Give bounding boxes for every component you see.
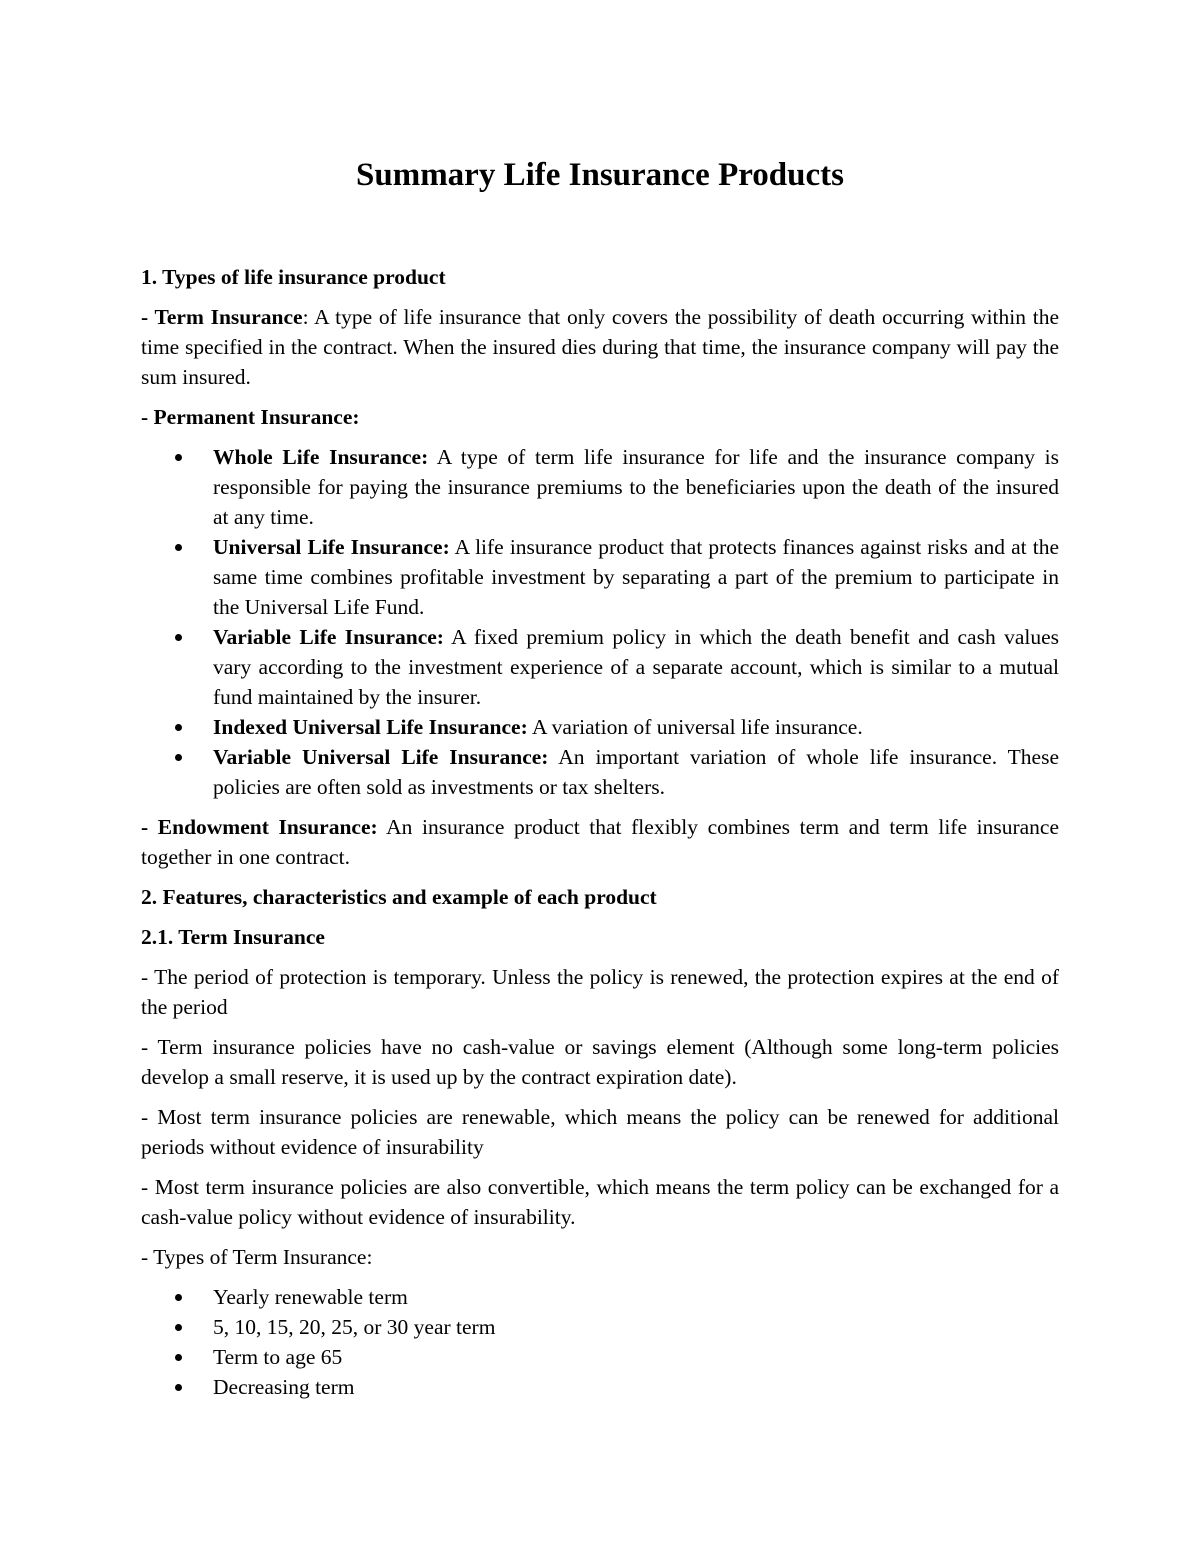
list-item — [141, 532, 1059, 622]
bullet-icon — [175, 544, 182, 551]
bullet-icon — [175, 1384, 182, 1391]
term-feature-paragraph: - Most term insurance policies are also convertible, which means the term policy can be exchanged for a cash-value policy without evidence of insurability. — [141, 1175, 1059, 1229]
term-feature-paragraph: - Term insurance policies have no cash-value or savings element (Although some long-term policies develop a small reserve, it is used up by the contract expiration date). — [141, 1035, 1059, 1089]
list-item — [141, 1372, 1059, 1402]
term-feature-paragraph: - Most term insurance policies are renewable, which means the policy can be renewed for additional periods without evidence of insurability — [141, 1105, 1059, 1159]
list-item-text: An important variation of whole life insurance. These policies are often sold as investments or tax shelters. — [213, 745, 1059, 799]
endowment-insurance-paragraph — [141, 812, 1059, 872]
permanent-insurance-list — [141, 442, 1059, 802]
term-types-heading: - Types of Term Insurance: — [141, 1245, 373, 1269]
permanent-insurance-heading — [141, 402, 1059, 432]
term-insurance-label: - Term Insurance — [141, 305, 303, 329]
list-item — [141, 1282, 1059, 1312]
endowment-insurance-label: - Endowment Insurance: — [141, 815, 378, 839]
section-2-heading: 2. Features, characteristics and example of each product — [141, 885, 657, 909]
document-title: Summary Life Insurance Products — [356, 157, 844, 193]
list-item — [141, 712, 1059, 742]
bullet-icon — [175, 634, 182, 641]
section-1-heading: 1. Types of life insurance product — [141, 265, 446, 289]
list-item-text: A type of term life insurance for life and the insurance company is responsible for paying the insurance premiums to the beneficiaries upon the death of the insured at any time. — [213, 445, 1060, 529]
term-insurance-paragraph — [141, 302, 1059, 392]
document-page — [141, 150, 1059, 1412]
list-item — [141, 442, 1059, 532]
list-item-text: A fixed premium policy in which the death benefit and cash values vary according to the investment experience of a separate account, which is similar to a mutual fund maintained by the insurer. — [213, 625, 1059, 709]
list-item-label: Variable Life Insurance: — [213, 625, 444, 649]
permanent-insurance-label: - Permanent Insurance: — [141, 405, 360, 429]
list-item-label: Whole Life Insurance: — [213, 445, 429, 469]
bullet-icon — [175, 1294, 182, 1301]
list-item-label: Indexed Universal Life Insurance: — [213, 715, 528, 739]
list-item-text: A life insurance product that protects finances against risks and at the same time combines profitable investment by separating a part of the premium to participate in the Universal Life Fund. — [213, 535, 1059, 619]
list-item-text: A variation of universal life insurance. — [527, 715, 863, 739]
list-item — [141, 1342, 1059, 1372]
list-item-text: 5, 10, 15, 20, 25, or 30 year term — [213, 1315, 496, 1339]
list-item — [141, 1312, 1059, 1342]
list-item-text: Yearly renewable term — [213, 1285, 408, 1309]
section-2-1-heading: 2.1. Term Insurance — [141, 925, 325, 949]
bullet-icon — [175, 454, 182, 461]
term-types-list — [141, 1282, 1059, 1402]
bullet-icon — [175, 1354, 182, 1361]
term-feature-paragraph: - The period of protection is temporary. Unless the policy is renewed, the protection expires at the end of the period — [141, 965, 1059, 1019]
list-item-label: Universal Life Insurance: — [213, 535, 450, 559]
bullet-icon — [175, 724, 182, 731]
endowment-insurance-text: An insurance product that flexibly combines term and term life insurance together in one contract. — [141, 815, 1060, 869]
list-item — [141, 622, 1059, 712]
bullet-icon — [175, 1324, 182, 1331]
list-item-text: Term to age 65 — [213, 1345, 343, 1369]
list-item-label: Variable Universal Life Insurance: — [213, 745, 549, 769]
bullet-icon — [175, 754, 182, 761]
term-insurance-text: : A type of life insurance that only covers the possibility of death occurring within the time specified in the contract. When the insured dies during that time, the insurance company will pay the sum insured. — [141, 305, 1059, 389]
list-item-text: Decreasing term — [213, 1375, 355, 1399]
list-item — [141, 742, 1059, 802]
